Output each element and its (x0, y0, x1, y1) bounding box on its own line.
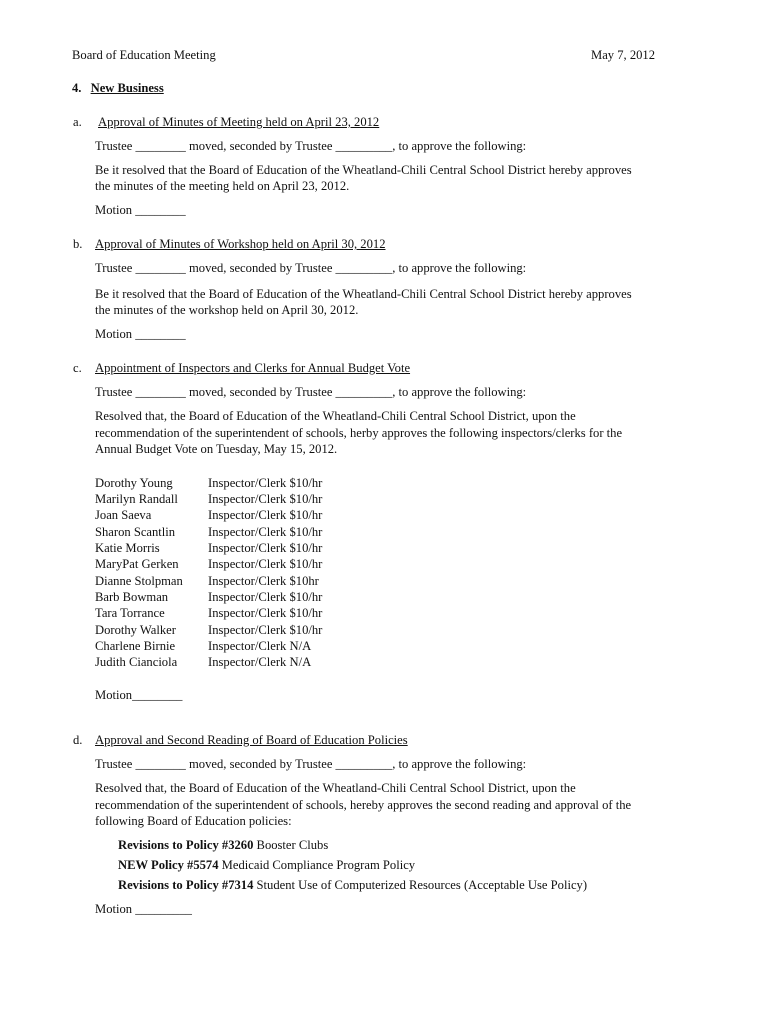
policy-desc: Student Use of Computerized Resources (Acceptable Use Policy) (253, 878, 588, 892)
appointee-name: Joan Saeva (95, 508, 152, 522)
appointee-name: Katie Morris (95, 541, 160, 555)
item-b-trustee-line: Trustee ________ moved, seconded by Trustee _________, to approve the following: (95, 261, 527, 275)
header-title: Board of Education Meeting (72, 48, 216, 62)
policy-desc: Booster Clubs (253, 838, 329, 852)
appointee-role: Inspector/Clerk $10/hr (208, 525, 323, 539)
appointee-role: Inspector/Clerk N/A (208, 655, 312, 669)
appointee-name: Sharon Scantlin (95, 525, 176, 539)
appointee-name: MaryPat Gerken (95, 557, 179, 571)
item-a-title: Approval of Minutes of Meeting held on April 23, 2012 (98, 115, 380, 129)
item-d-trustee-line: Trustee ________ moved, seconded by Trustee _________, to approve the following: (95, 757, 527, 771)
item-c-title: Appointment of Inspectors and Clerks for Annual Budget Vote (95, 361, 411, 375)
header-date: May 7, 2012 (591, 48, 656, 62)
item-a-trustee-line: Trustee ________ moved, seconded by Trustee _________, to approve the following: (95, 139, 527, 153)
appointee-role: Inspector/Clerk $10/hr (208, 606, 323, 620)
item-b-motion: Motion ________ (95, 327, 186, 341)
item-d-resolution-line-1: Resolved that, the Board of Education of the Wheatland-Chili Central School District, upon the (95, 781, 576, 795)
appointee-name: Dianne Stolpman (95, 574, 183, 588)
policy-item (118, 877, 587, 894)
policy-item (118, 857, 415, 874)
item-d-resolution-line-3: following Board of Education policies: (95, 814, 292, 828)
item-b-letter: b. (73, 237, 83, 251)
appointee-role: Inspector/Clerk $10/hr (208, 476, 323, 490)
item-c-motion: Motion________ (95, 688, 183, 702)
appointee-role: Inspector/Clerk $10/hr (208, 492, 323, 506)
appointee-role: Inspector/Clerk $10hr (208, 574, 319, 588)
appointee-name: Dorothy Young (95, 476, 173, 490)
appointee-name: Dorothy Walker (95, 623, 176, 637)
item-b-title: Approval of Minutes of Workshop held on April 30, 2012 (95, 237, 386, 251)
item-d-motion: Motion _________ (95, 902, 192, 916)
appointee-role: Inspector/Clerk $10/hr (208, 590, 323, 604)
policy-label: Revisions to Policy #3260 (118, 838, 254, 852)
appointee-name: Barb Bowman (95, 590, 169, 604)
section-heading (72, 80, 164, 97)
appointee-role: Inspector/Clerk $10/hr (208, 557, 323, 571)
section-title: New Business (90, 81, 164, 95)
item-b-resolution-line-1: Be it resolved that the Board of Education of the Wheatland-Chili Central School District hereby approves (95, 287, 632, 301)
appointee-name: Marilyn Randall (95, 492, 178, 506)
appointee-name: Judith Cianciola (95, 655, 178, 669)
item-a-letter: a. (73, 115, 82, 129)
appointee-name: Charlene Birnie (95, 639, 176, 653)
item-c-resolution-line-1: Resolved that, the Board of Education of the Wheatland-Chili Central School District, upon the (95, 409, 576, 423)
item-b-resolution-line-2: the minutes of the workshop held on April 30, 2012. (95, 303, 359, 317)
item-c-letter: c. (73, 361, 82, 375)
section-number: 4. (72, 81, 82, 95)
item-a-resolution-line-2: the minutes of the meeting held on April 23, 2012. (95, 179, 350, 193)
item-d-title: Approval and Second Reading of Board of Education Policies (95, 733, 408, 747)
appointee-role: Inspector/Clerk $10/hr (208, 623, 323, 637)
policy-item (118, 837, 328, 854)
appointee-role: Inspector/Clerk N/A (208, 639, 312, 653)
item-c-resolution-line-3: Annual Budget Vote on Tuesday, May 15, 2012. (95, 442, 338, 456)
item-d-resolution-line-2: recommendation of the superintendent of schools, hereby approves the second reading and approval of the (95, 798, 632, 812)
item-d-letter: d. (73, 733, 83, 747)
appointee-role: Inspector/Clerk $10/hr (208, 508, 323, 522)
item-c-resolution-line-2: recommendation of the superintendent of schools, herby approves the following inspectors/clerks for the (95, 426, 623, 440)
policy-label: NEW Policy #5574 (118, 858, 219, 872)
item-c-trustee-line: Trustee ________ moved, seconded by Trustee _________, to approve the following: (95, 385, 527, 399)
item-a-resolution-line-1: Be it resolved that the Board of Education of the Wheatland-Chili Central School District hereby approves (95, 163, 632, 177)
appointee-name: Tara Torrance (95, 606, 165, 620)
policy-desc: Medicaid Compliance Program Policy (218, 858, 416, 872)
item-a-motion: Motion ________ (95, 203, 186, 217)
appointee-role: Inspector/Clerk $10/hr (208, 541, 323, 555)
policy-label: Revisions to Policy #7314 (118, 878, 254, 892)
